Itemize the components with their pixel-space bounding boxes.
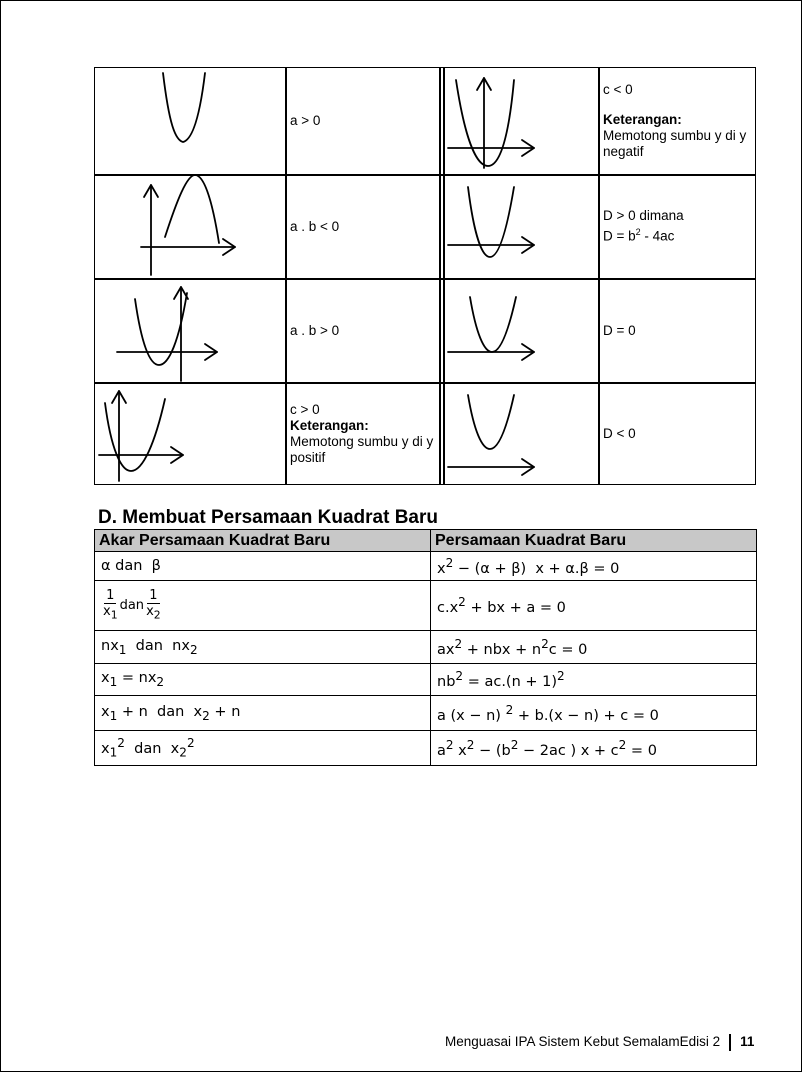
table-divider [439,68,441,484]
equation-cell: $ax^2$ + nbx + $n^2c = 0$ [431,631,757,664]
footer-text: Menguasai IPA Sistem Kebut SemalamEdisi 2 [445,1034,721,1049]
condition-text: D > 0 dimana [603,208,684,224]
table-row [95,631,757,664]
roots-cell: $x_1 + n$ dan $x_2 + n$ [95,696,431,731]
graph-condition [286,68,438,174]
roots-cell: $nx_1$ dan $nx_2$ [95,631,431,664]
note-heading: Keterangan: [290,418,369,433]
equation-cell: $c.x^2$ + bx + a = 0 [431,581,757,631]
graph-condition [599,68,757,174]
table-row [95,581,757,631]
condition-text: c > 0 [290,402,320,417]
graph-condition [286,383,438,485]
table-row [95,552,757,581]
parabola-two-roots-graph [444,175,598,279]
page-footer [445,1033,754,1051]
equation-cell: $x^2 - (\alpha + \beta) x + \alpha.\beta = 0$ [431,552,757,581]
parabola-up-graph [95,68,285,174]
parabola-shifted-axes-graph [95,279,285,383]
roots-cell: $\frac{1}{x_1}$ dan $\frac{1}{x_2}$ [95,581,431,631]
new-quadratic-equation-table [94,529,757,766]
roots-cell: $x_1^2$ dan $x_2^2$ [95,731,431,766]
footer-separator [729,1034,731,1051]
condition-text: a . b < 0 [290,218,340,234]
equation-cell: $nb^2 = ac.(n + 1)^2$ [431,664,757,696]
section-title: D. Membuat Persamaan Kuadrat Baru [98,507,438,528]
graph-condition [599,175,757,278]
note-heading: Keterangan: [603,112,682,127]
note-body: Memotong sumbu y di y negatif [603,128,747,159]
column-header: Akar Persamaan Kuadrat Baru [95,530,431,552]
roots-cell: α dan β [95,552,431,581]
equation-cell: $a^2$ $x^2 - (b^2 - 2ac$ ) $x + c^2 = 0$ [431,731,757,766]
parabola-negative-intercept-graph [444,68,598,174]
table-row [95,731,757,766]
table-row [95,696,757,731]
condition-text: D < 0 [603,426,636,441]
parabola-graph-table [94,67,756,485]
graph-condition [599,279,757,382]
graph-condition [286,279,438,382]
discriminant-formula: $D = b^2 - 4ac$ [603,227,675,244]
parabola-no-roots-graph [444,383,598,485]
table-row [95,664,757,696]
table-header-row [95,530,757,552]
condition-text: c < 0 [603,82,633,97]
condition-text: D = 0 [603,322,636,338]
graph-condition [286,175,438,278]
page-number: 11 [740,1034,755,1049]
graph-condition [599,383,757,485]
parabola-down-with-axes-graph [95,175,285,279]
roots-cell: $x_1 = nx_2$ [95,664,431,696]
parabola-one-root-graph [444,279,598,383]
equation-cell: a (x − n) $^2$ + b.(x − n) + c = 0 [431,696,757,731]
note-body: Memotong sumbu y di y positif [290,434,434,465]
parabola-positive-intercept-graph [95,383,285,485]
condition-text: a > 0 [290,113,321,128]
condition-text: a . b > 0 [290,322,340,338]
column-header: Persamaan Kuadrat Baru [431,530,757,552]
